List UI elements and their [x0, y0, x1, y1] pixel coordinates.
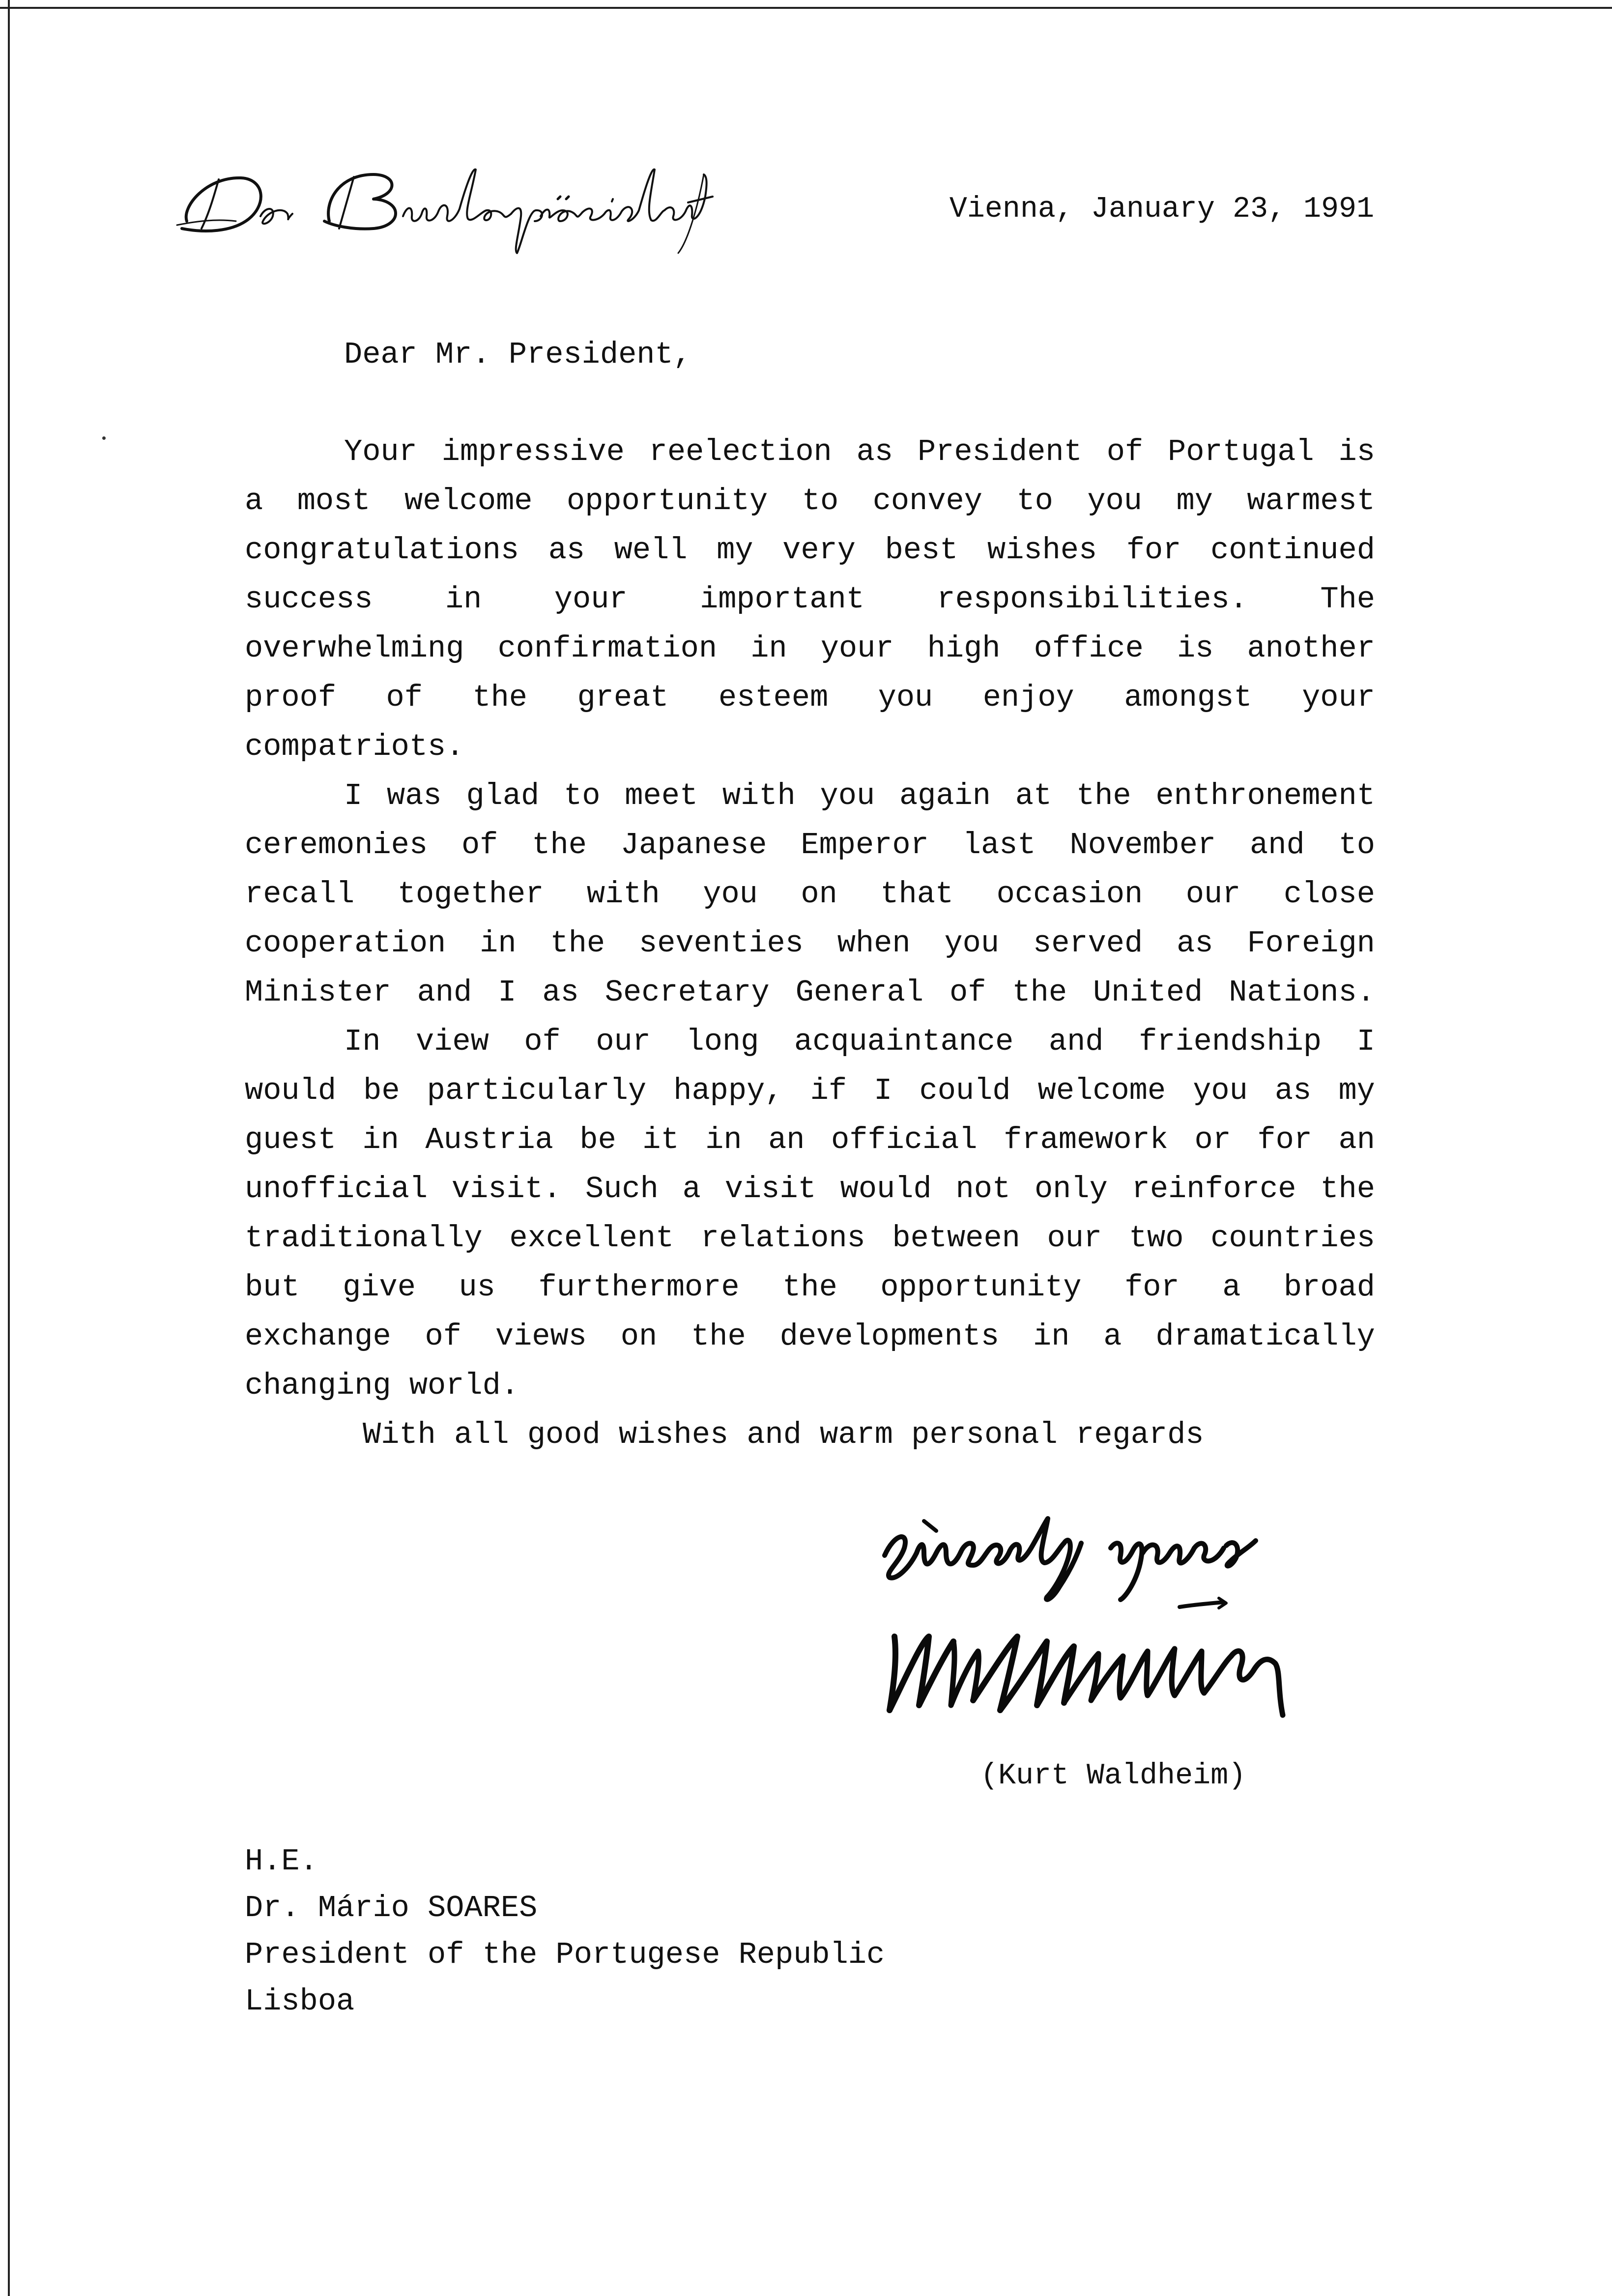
- paragraph-3-line-5: traditionally excellent relations between our two countries: [245, 1221, 1375, 1256]
- paragraph-1-line-3: congratulations as well my very best wishes for continued: [245, 533, 1375, 568]
- address-line-2: Dr. Mário SOARES: [245, 1891, 538, 1925]
- address-line-4: Lisboa: [245, 1984, 355, 2019]
- paragraph-3-line-4: unofficial visit. Such a visit would not only reinforce the: [245, 1172, 1375, 1206]
- paragraph-2-line-5: Minister and I as Secretary General of the United Nations.: [245, 975, 1375, 1010]
- paragraph-3-line-2: would be particularly happy, if I could welcome you as my: [245, 1073, 1375, 1108]
- paragraph-2-line-4: cooperation in the seventies when you served as Foreign: [245, 926, 1375, 961]
- paragraph-1-line-4: success in your important responsibilities. The: [245, 582, 1375, 617]
- scan-edge-top: [0, 7, 1612, 9]
- scan-speck: [102, 436, 106, 440]
- letter-date: Vienna, January 23, 1991: [949, 193, 1374, 226]
- paragraph-2-line-1: I was glad to meet with you again at the enthronement: [344, 778, 1375, 813]
- address-line-3: President of the Portugese Republic: [245, 1937, 885, 1972]
- scan-edge-left: [8, 0, 10, 2296]
- paragraph-2-line-3: recall together with you on that occasion our close: [245, 877, 1375, 912]
- letterhead-logo: [167, 147, 718, 260]
- paragraph-1-line-6: proof of the great esteem you enjoy amongst your: [245, 680, 1375, 715]
- address-line-1: H.E.: [245, 1844, 318, 1879]
- recipient-address: [245, 1838, 885, 2025]
- paragraph-3-line-7: exchange of views on the developments in a dramatically: [245, 1319, 1375, 1354]
- paragraph-2-line-2: ceremonies of the Japanese Emperor last November and to: [245, 828, 1375, 862]
- handwritten-signature: [875, 1494, 1386, 1750]
- paragraph-3-line-3: guest in Austria be it in an official framework or for an: [245, 1122, 1375, 1157]
- paragraph-3-line-8: changing world.: [245, 1368, 519, 1403]
- paragraph-1-line-2: a most welcome opportunity to convey to you my warmest: [245, 484, 1375, 518]
- paragraph-1-line-1: Your impressive reelection as President of Portugal is: [344, 434, 1375, 469]
- paragraph-3-line-1: In view of our long acquaintance and friendship I: [344, 1024, 1375, 1059]
- closing-line: With all good wishes and warm personal regards: [363, 1417, 1204, 1452]
- salutation: Dear Mr. President,: [344, 337, 691, 372]
- paragraph-1-line-7: compatriots.: [245, 729, 464, 764]
- printed-signature-name: (Kurt Waldheim): [980, 1759, 1246, 1793]
- paragraph-1-line-5: overwhelming confirmation in your high office is another: [245, 631, 1375, 666]
- paragraph-3-line-6: but give us furthermore the opportunity for a broad: [245, 1270, 1375, 1305]
